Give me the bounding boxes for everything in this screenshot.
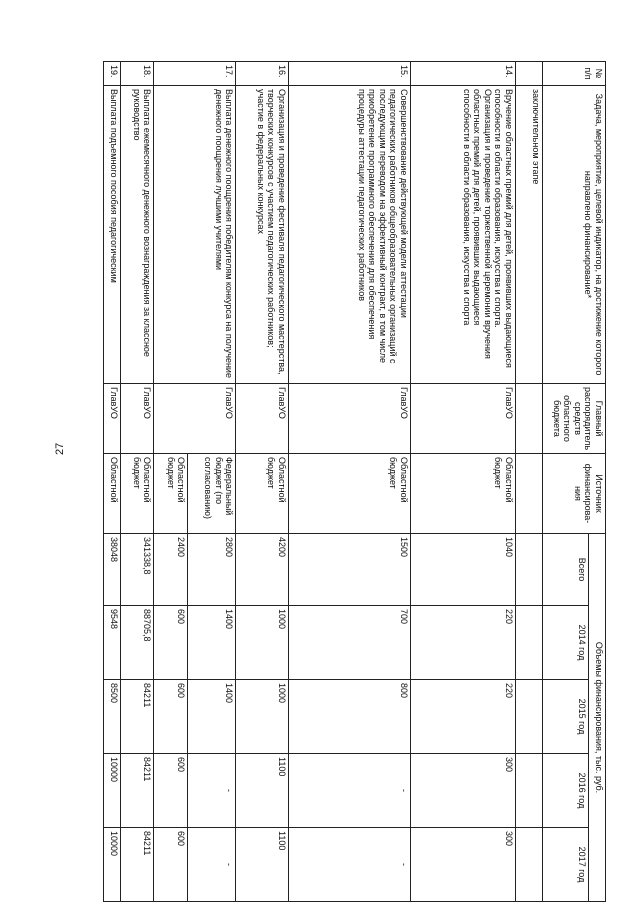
row-2015: 600 [154, 680, 188, 754]
row-main: ГлавУО [288, 384, 410, 454]
row-num: 19. [104, 62, 121, 86]
row-task: Выплата денежного поощрения победителям конкурса на получение денежного поощрения лучшими учителями [154, 86, 236, 384]
row-source: Областной [104, 454, 121, 534]
row-num: 15. [288, 62, 410, 86]
table-row [236, 62, 289, 902]
header-volumes: Объемы финансирования, тыс. руб. [589, 534, 606, 902]
funding-table [103, 61, 606, 902]
row-2015: 1400 [188, 680, 236, 754]
row-main: ГлавУО [410, 384, 515, 454]
table-row [104, 62, 121, 902]
header-row [589, 62, 606, 902]
row-2017: - [288, 828, 410, 902]
row-source: Областной бюджет [410, 454, 515, 534]
table-row [188, 62, 236, 902]
row-2015: 1000 [236, 680, 289, 754]
row-2016: 10000 [104, 754, 121, 828]
header-task: Задача, мероприятие, целевой индикатор, на достижение которого направлено финансирование* [543, 86, 606, 384]
row-task: Вручение областных премий для детей, проявивших выдающиеся способности в области образования, искусства и спорта. Организация и проведение торжественной церемонии вручения областных премий для детей, проявивших выдающиеся способности в области образования, искусства и спорта [410, 86, 515, 384]
row-source: Областной бюджет [288, 454, 410, 534]
stage-label: заключительном этапе [515, 86, 542, 384]
row-2017: 300 [410, 828, 515, 902]
row-2016: 600 [154, 754, 188, 828]
header-num: № п/п [543, 62, 606, 86]
row-2014: 600 [154, 606, 188, 680]
row-2017: - [188, 828, 236, 902]
row-2015: 8500 [104, 680, 121, 754]
row-main: ГлавУО [120, 384, 154, 454]
header-2015: 2015 год [543, 680, 589, 754]
row-num: 17. [154, 62, 236, 86]
row-2017: 1100 [236, 828, 289, 902]
row-task: Выплата ежемесячного денежного вознаграждения за классное руководство [120, 86, 154, 384]
row-2014: 1400 [188, 606, 236, 680]
row-total: 1500 [288, 534, 410, 606]
row-total: 1040 [410, 534, 515, 606]
row-2017: 10000 [104, 828, 121, 902]
row-2016: - [288, 754, 410, 828]
row-total: 341338,8 [120, 534, 154, 606]
header-2017: 2017 год [543, 828, 589, 902]
row-total: 2800 [188, 534, 236, 606]
row-2015: 800 [288, 680, 410, 754]
header-2016: 2016 год [543, 754, 589, 828]
row-total: 2400 [154, 534, 188, 606]
row-source: Областной бюджет [236, 454, 289, 534]
row-2016: 84211 [120, 754, 154, 828]
row-source: Федеральный бюджет (по согласованию) [188, 454, 236, 534]
header-main: Главный распорядитель средств областного бюджета [543, 384, 606, 454]
row-2014: 700 [288, 606, 410, 680]
row-task: Выплата подъемного пособия педагогическим [104, 86, 121, 384]
stage-row [515, 62, 542, 902]
header-source: Источник финансирова-ния [543, 454, 606, 534]
row-2017: 84211 [120, 828, 154, 902]
row-num: 18. [120, 62, 154, 86]
row-task: Совершенствование действующей модели аттестации педагогических работников общеобразовательных организаций с последующим переводом на эффективный контракт, в том числе приобретение программного обеспечения для обеспечения процедуры аттестации педагогических работников [288, 86, 410, 384]
row-main: ГлавУО [236, 384, 289, 454]
row-2016: 1100 [236, 754, 289, 828]
row-total: 4200 [236, 534, 289, 606]
row-2017: 600 [154, 828, 188, 902]
row-2014: 88705,8 [120, 606, 154, 680]
row-main: ГлавУО [104, 384, 121, 454]
table-row [410, 62, 515, 902]
row-source: Областной бюджет [154, 454, 188, 534]
row-2014: 1000 [236, 606, 289, 680]
row-2014: 9548 [104, 606, 121, 680]
row-2016: - [188, 754, 236, 828]
row-total: 38048 [104, 534, 121, 606]
row-num: 16. [236, 62, 289, 86]
row-main: ГлавУО [154, 384, 236, 454]
row-2016: 300 [410, 754, 515, 828]
row-2015: 220 [410, 680, 515, 754]
page-number: 27 [54, 442, 66, 455]
table-row [288, 62, 410, 902]
row-num: 14. [410, 62, 515, 86]
header-total: Всего [543, 534, 589, 606]
row-task: Организация и проведение фестиваля педагогического мастерства, творческих конкурсов с участием педагогических работников; участие в федеральных конкурсах [236, 86, 289, 384]
row-2014: 220 [410, 606, 515, 680]
header-2014: 2014 год [543, 606, 589, 680]
row-2015: 84211 [120, 680, 154, 754]
funding-table-wrapper [103, 61, 606, 901]
table-row [120, 62, 154, 902]
row-source: Областной бюджет [120, 454, 154, 534]
